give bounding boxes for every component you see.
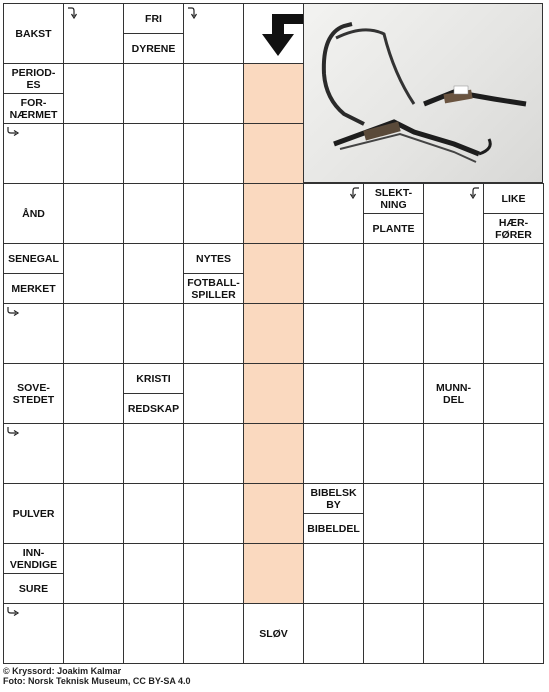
answer-cell[interactable]	[183, 543, 244, 604]
answer-cell[interactable]	[63, 423, 124, 484]
answer-cell[interactable]	[483, 423, 544, 484]
answer-cell[interactable]	[63, 3, 124, 64]
answer-cell[interactable]	[483, 543, 544, 604]
answer-cell[interactable]	[303, 603, 364, 664]
credits	[3, 666, 191, 686]
clue-cell-double	[3, 63, 64, 124]
clue-cell	[3, 3, 64, 64]
answer-cell[interactable]	[183, 183, 244, 244]
clue-cell-double	[483, 183, 544, 244]
clue-cell-double	[363, 183, 424, 244]
answer-cell[interactable]	[483, 363, 544, 424]
answer-cell[interactable]	[303, 243, 364, 304]
answer-cell[interactable]	[123, 63, 184, 124]
answer-cell[interactable]	[63, 243, 124, 304]
answer-cell[interactable]	[303, 303, 364, 364]
answer-cell[interactable]	[303, 543, 364, 604]
answer-cell[interactable]	[3, 303, 64, 364]
clue-text: SENEGAL	[8, 252, 59, 265]
answer-cell[interactable]	[183, 123, 244, 184]
clue-cell	[3, 363, 64, 424]
solution-cell[interactable]	[243, 483, 304, 544]
solution-cell[interactable]	[243, 543, 304, 604]
answer-cell[interactable]	[63, 483, 124, 544]
answer-cell[interactable]	[183, 63, 244, 124]
clue-text: FOTBALL- SPILLER	[187, 276, 240, 301]
answer-cell[interactable]	[423, 543, 484, 604]
clue-text: SLØV	[259, 627, 288, 640]
answer-cell[interactable]	[303, 183, 364, 244]
answer-cell[interactable]	[3, 603, 64, 664]
answer-cell[interactable]	[183, 303, 244, 364]
start-cell	[243, 3, 304, 64]
answer-cell[interactable]	[483, 603, 544, 664]
answer-cell[interactable]	[183, 423, 244, 484]
arrow-down-icon	[66, 6, 80, 20]
answer-cell[interactable]	[363, 243, 424, 304]
clue-cell-double	[303, 483, 364, 544]
credit-photo: Foto: Norsk Teknisk Museum, CC BY-SA 4.0	[3, 676, 191, 686]
clue-text: REDSKAP	[127, 402, 180, 415]
answer-cell[interactable]	[483, 303, 544, 364]
answer-cell[interactable]	[423, 423, 484, 484]
answer-cell[interactable]	[363, 603, 424, 664]
answer-cell[interactable]	[423, 603, 484, 664]
start-arrow-icon	[248, 10, 304, 60]
answer-cell[interactable]	[183, 603, 244, 664]
answer-cell[interactable]	[63, 363, 124, 424]
clue-text: FRI	[145, 12, 162, 25]
answer-cell[interactable]	[123, 303, 184, 364]
clue-text: SLEKT- NING	[374, 186, 413, 211]
credit-puzzle-author: © Kryssord: Joakim Kalmar	[3, 666, 122, 676]
arrow-right-icon	[6, 306, 20, 320]
answer-cell[interactable]	[3, 123, 64, 184]
answer-cell[interactable]	[123, 123, 184, 184]
answer-cell[interactable]	[303, 363, 364, 424]
clue-cell-double	[123, 3, 184, 64]
clue-text: NYTES	[195, 252, 231, 265]
answer-cell[interactable]	[123, 423, 184, 484]
clue-cell-double	[123, 363, 184, 424]
clue-cell-double	[3, 543, 64, 604]
clue-text: LIKE	[501, 192, 526, 205]
solution-cell[interactable]	[243, 423, 304, 484]
clue-cell-double	[183, 243, 244, 304]
arrow-right-icon	[6, 606, 20, 620]
answer-cell[interactable]	[423, 243, 484, 304]
clue-text: KRISTI	[136, 372, 171, 385]
answer-cell[interactable]	[363, 303, 424, 364]
solution-cell[interactable]	[243, 303, 304, 364]
answer-cell[interactable]	[483, 243, 544, 304]
answer-cell[interactable]	[183, 3, 244, 64]
arrow-down-left-icon	[467, 186, 481, 200]
clue-text: BAKST	[15, 27, 52, 40]
answer-cell[interactable]	[3, 423, 64, 484]
clue-text: FOR- NÆRMET	[9, 96, 58, 121]
clue-cell	[3, 483, 64, 544]
clue-cell	[423, 363, 484, 424]
answer-cell[interactable]	[183, 363, 244, 424]
clue-text: INN- VENDIGE	[9, 546, 58, 571]
answer-cell[interactable]	[63, 303, 124, 364]
clue-text: BIBELDEL	[307, 522, 360, 535]
puzzle-photo	[303, 3, 543, 183]
answer-cell[interactable]	[483, 483, 544, 544]
solution-cell[interactable]	[243, 243, 304, 304]
solution-cell[interactable]	[243, 123, 304, 184]
answer-cell[interactable]	[423, 483, 484, 544]
clue-text: PLANTE	[372, 222, 415, 235]
crossword-grid	[3, 3, 543, 663]
clue-text: HÆR- FØRER	[495, 216, 532, 241]
answer-cell[interactable]	[363, 483, 424, 544]
answer-cell[interactable]	[123, 183, 184, 244]
answer-cell[interactable]	[63, 603, 124, 664]
solution-cell[interactable]	[243, 183, 304, 244]
answer-cell[interactable]	[63, 543, 124, 604]
answer-cell[interactable]	[363, 543, 424, 604]
solution-cell[interactable]	[243, 363, 304, 424]
arrow-down-icon	[186, 6, 200, 20]
clue-cell-double	[3, 243, 64, 304]
clue-text: SURE	[18, 582, 49, 595]
answer-cell[interactable]	[63, 63, 124, 124]
clue-text: MUNN- DEL	[436, 381, 471, 406]
answer-cell[interactable]	[363, 423, 424, 484]
answer-cell[interactable]	[63, 123, 124, 184]
answer-cell[interactable]	[123, 243, 184, 304]
answer-cell[interactable]	[303, 423, 364, 484]
answer-cell[interactable]	[183, 483, 244, 544]
ice-skate-icon	[304, 4, 543, 183]
clue-text: PULVER	[12, 507, 55, 520]
clue-cell	[243, 603, 304, 664]
answer-cell[interactable]	[123, 483, 184, 544]
clue-text: BIBELSK BY	[310, 486, 357, 511]
clue-text: MERKET	[11, 282, 56, 295]
arrow-right-icon	[6, 126, 20, 140]
answer-cell[interactable]	[123, 543, 184, 604]
arrow-down-left-icon	[347, 186, 361, 200]
clue-text: SOVE- STEDET	[12, 381, 55, 406]
arrow-right-icon	[6, 426, 20, 440]
clue-text: PERIOD- ES	[11, 66, 56, 91]
clue-text: DYRENE	[131, 42, 176, 55]
answer-cell[interactable]	[123, 603, 184, 664]
clue-text: ÅND	[22, 207, 45, 220]
clue-cell	[3, 183, 64, 244]
solution-cell[interactable]	[243, 63, 304, 124]
answer-cell[interactable]	[423, 183, 484, 244]
answer-cell[interactable]	[363, 363, 424, 424]
answer-cell[interactable]	[423, 303, 484, 364]
answer-cell[interactable]	[63, 183, 124, 244]
